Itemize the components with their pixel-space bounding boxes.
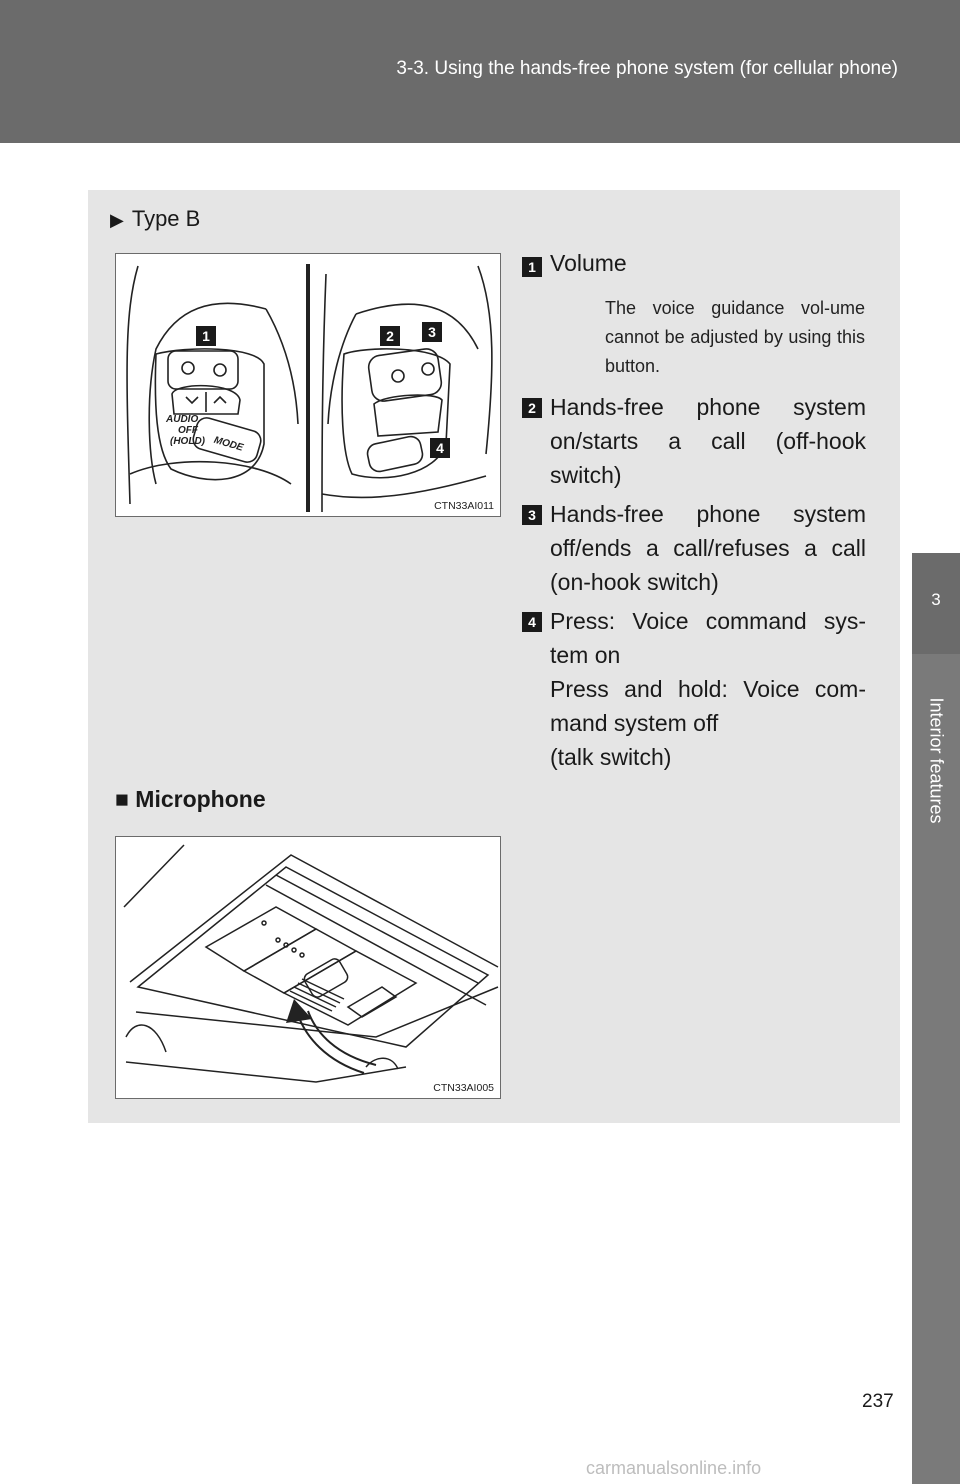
footer-watermark[interactable]: carmanualsonline.info: [586, 1458, 762, 1478]
number-badge-icon: 1: [522, 257, 542, 277]
list-item: [522, 390, 866, 495]
number-badge-icon: 3: [522, 505, 542, 525]
audio-label: AUDIO: [166, 414, 199, 425]
item-text: [550, 604, 866, 774]
steering-switch-illustration: [116, 254, 500, 516]
chapter-tab[interactable]: [912, 553, 960, 654]
microphone-illustration: [116, 837, 500, 1098]
item-text: Hands-free phone system on/starts a call (off-hook switch): [550, 394, 866, 488]
item-line: Press: Voice command sys-tem on: [550, 608, 866, 668]
microphone-heading: [115, 786, 266, 813]
chapter-label: Interior features: [926, 696, 947, 824]
page-header: [0, 0, 960, 143]
callout-number-1: 1: [202, 328, 210, 344]
figure-code: CTN33AI011: [434, 500, 494, 512]
steering-switch-figure: [115, 253, 501, 517]
section-title: 3-3. Using the hands-free phone system (for cellular phone): [396, 58, 898, 79]
type-label-text: Type B: [131, 206, 201, 231]
hold-label: (HOLD): [170, 436, 205, 447]
right-triangle-arrow-icon: ▶: [110, 210, 124, 230]
list-item: [522, 604, 866, 776]
callout-number-4: 4: [436, 440, 444, 456]
page-number: 237: [862, 1391, 894, 1412]
list-item: [522, 251, 866, 291]
number-badge-icon: 2: [522, 398, 542, 418]
item-text: Hands-free phone system off/ends a call/refuses a call (on-hook switch): [550, 501, 866, 595]
callout-number-2: 2: [386, 328, 394, 344]
item-line: Press and hold: Voice com-mand system off: [550, 676, 866, 736]
square-bullet-icon: ■: [115, 786, 129, 812]
item-note: The voice guidance vol-ume cannot be adjusted by using this button.: [605, 298, 865, 376]
item-line: (talk switch): [550, 744, 672, 770]
callout-number-3: 3: [428, 324, 436, 340]
microphone-heading-text: Microphone: [135, 786, 266, 812]
list-item: [522, 497, 866, 602]
number-badge-icon: 4: [522, 612, 542, 632]
off-label: OFF: [178, 425, 198, 436]
type-label: [110, 206, 200, 232]
figure-code: CTN33AI005: [433, 1082, 494, 1094]
microphone-figure: [115, 836, 501, 1099]
chapter-number: 3: [931, 590, 941, 609]
chapter-label-wrap: [912, 660, 960, 860]
item-text: Volume: [550, 250, 627, 276]
mode-label: MODE: [212, 434, 245, 454]
